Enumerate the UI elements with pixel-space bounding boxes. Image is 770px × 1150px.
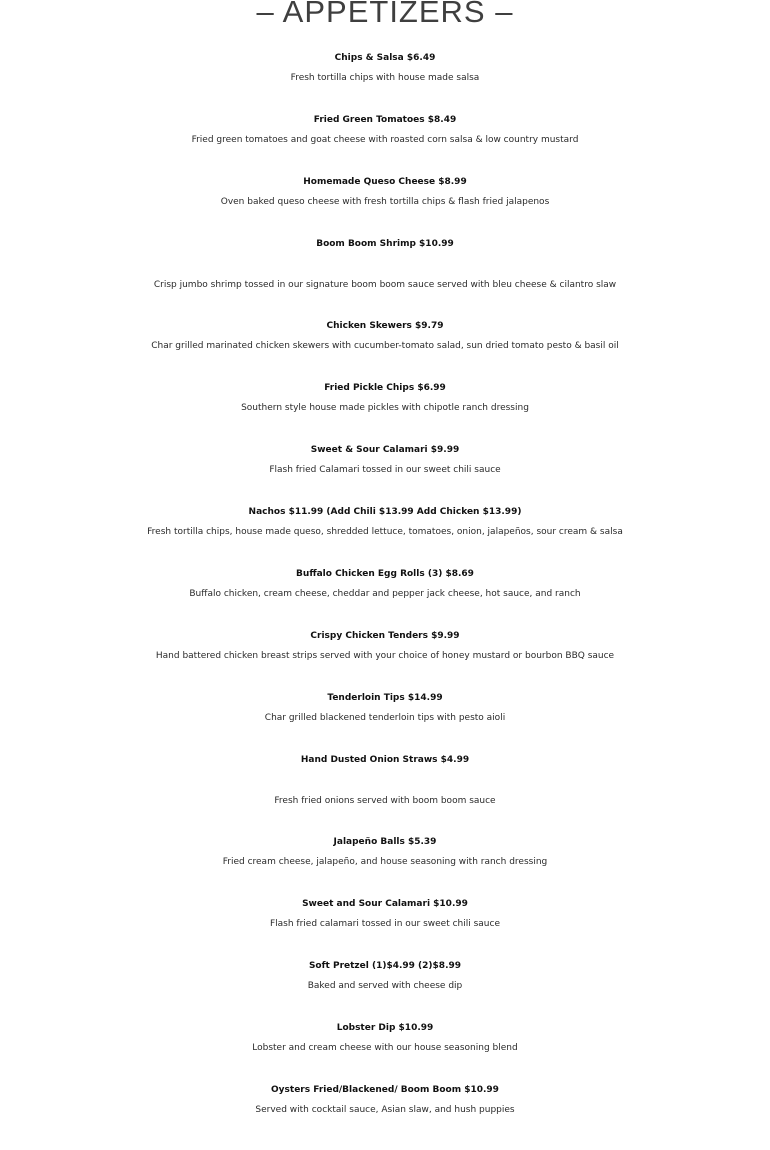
menu-item [0, 688, 770, 728]
item-name: Fried Green Tomatoes $8.49 [313, 115, 457, 125]
item-name: Soft Pretzel (1)$4.99 (2)$8.99 [308, 961, 462, 971]
item-description: Flash fried calamari tossed in our sweet chili sauce [269, 919, 501, 929]
item-name: Homemade Queso Cheese $8.99 [303, 177, 467, 187]
item-description: Baked and served with cheese dip [307, 981, 463, 991]
item-name: Crispy Chicken Tenders $9.99 [310, 631, 460, 641]
menu-item [0, 234, 770, 295]
menu-item [0, 110, 770, 150]
item-description: Fried cream cheese, jalapeño, and house seasoning with ranch dressing [222, 857, 548, 867]
item-name: Jalapeño Balls $5.39 [333, 837, 437, 847]
menu-item [0, 750, 770, 811]
item-name: Buffalo Chicken Egg Rolls (3) $8.69 [296, 569, 474, 579]
item-description: Fried green tomatoes and goat cheese with roasted corn salsa & low country mustard [191, 135, 579, 145]
item-name: Chips & Salsa $6.49 [334, 53, 436, 63]
menu-item [0, 172, 770, 212]
menu-item [0, 1080, 770, 1120]
item-description: Lobster and cream cheese with our house seasoning blend [252, 1043, 518, 1053]
item-description: Fresh fried onions served with boom boom sauce [274, 796, 496, 806]
item-description: Southern style house made pickles with chipotle ranch dressing [241, 403, 529, 413]
item-description: Flash fried Calamari tossed in our sweet chili sauce [269, 465, 501, 475]
menu-item [0, 564, 770, 604]
item-name: Lobster Dip $10.99 [336, 1023, 434, 1033]
item-description: Crisp jumbo shrimp tossed in our signature boom boom sauce served with bleu cheese & cilantro slaw [153, 280, 617, 290]
item-description: Hand battered chicken breast strips served with your choice of honey mustard or bourbon BBQ sauce [155, 651, 615, 661]
item-name: Chicken Skewers $9.79 [326, 321, 444, 331]
item-description: Buffalo chicken, cream cheese, cheddar and pepper jack cheese, hot sauce, and ranch [189, 589, 581, 599]
menu-item [0, 832, 770, 872]
menu-item [0, 502, 770, 542]
item-name: Sweet and Sour Calamari $10.99 [302, 899, 468, 909]
menu-item [0, 956, 770, 996]
item-name: Oysters Fried/Blackened/ Boom Boom $10.99 [271, 1085, 499, 1095]
item-description: Oven baked queso cheese with fresh tortilla chips & flash fried jalapenos [220, 197, 550, 207]
item-name: Tenderloin Tips $14.99 [327, 693, 443, 703]
menu-item [0, 894, 770, 934]
item-name: Nachos $11.99 (Add Chili $13.99 Add Chicken $13.99) [248, 507, 522, 517]
item-name: Sweet & Sour Calamari $9.99 [310, 445, 460, 455]
menu-item [0, 1018, 770, 1058]
item-description: Fresh tortilla chips with house made salsa [290, 73, 480, 83]
item-description: Char grilled blackened tenderloin tips with pesto aioli [264, 713, 506, 723]
item-name: Hand Dusted Onion Straws $4.99 [300, 755, 470, 765]
menu-item [0, 626, 770, 666]
menu-item [0, 48, 770, 88]
item-description: Char grilled marinated chicken skewers with cucumber-tomato salad, sun dried tomato pesto & basil oil [151, 341, 619, 351]
item-name: Fried Pickle Chips $6.99 [324, 383, 446, 393]
menu-item [0, 316, 770, 356]
item-description: Served with cocktail sauce, Asian slaw, and hush puppies [255, 1105, 515, 1115]
item-description: Fresh tortilla chips, house made queso, shredded lettuce, tomatoes, onion, jalapeños, sour cream & salsa [147, 527, 623, 537]
menu-item [0, 440, 770, 480]
page-title: – APPETIZERS – [256, 0, 514, 29]
menu-item [0, 378, 770, 418]
item-name: Boom Boom Shrimp $10.99 [316, 239, 454, 249]
